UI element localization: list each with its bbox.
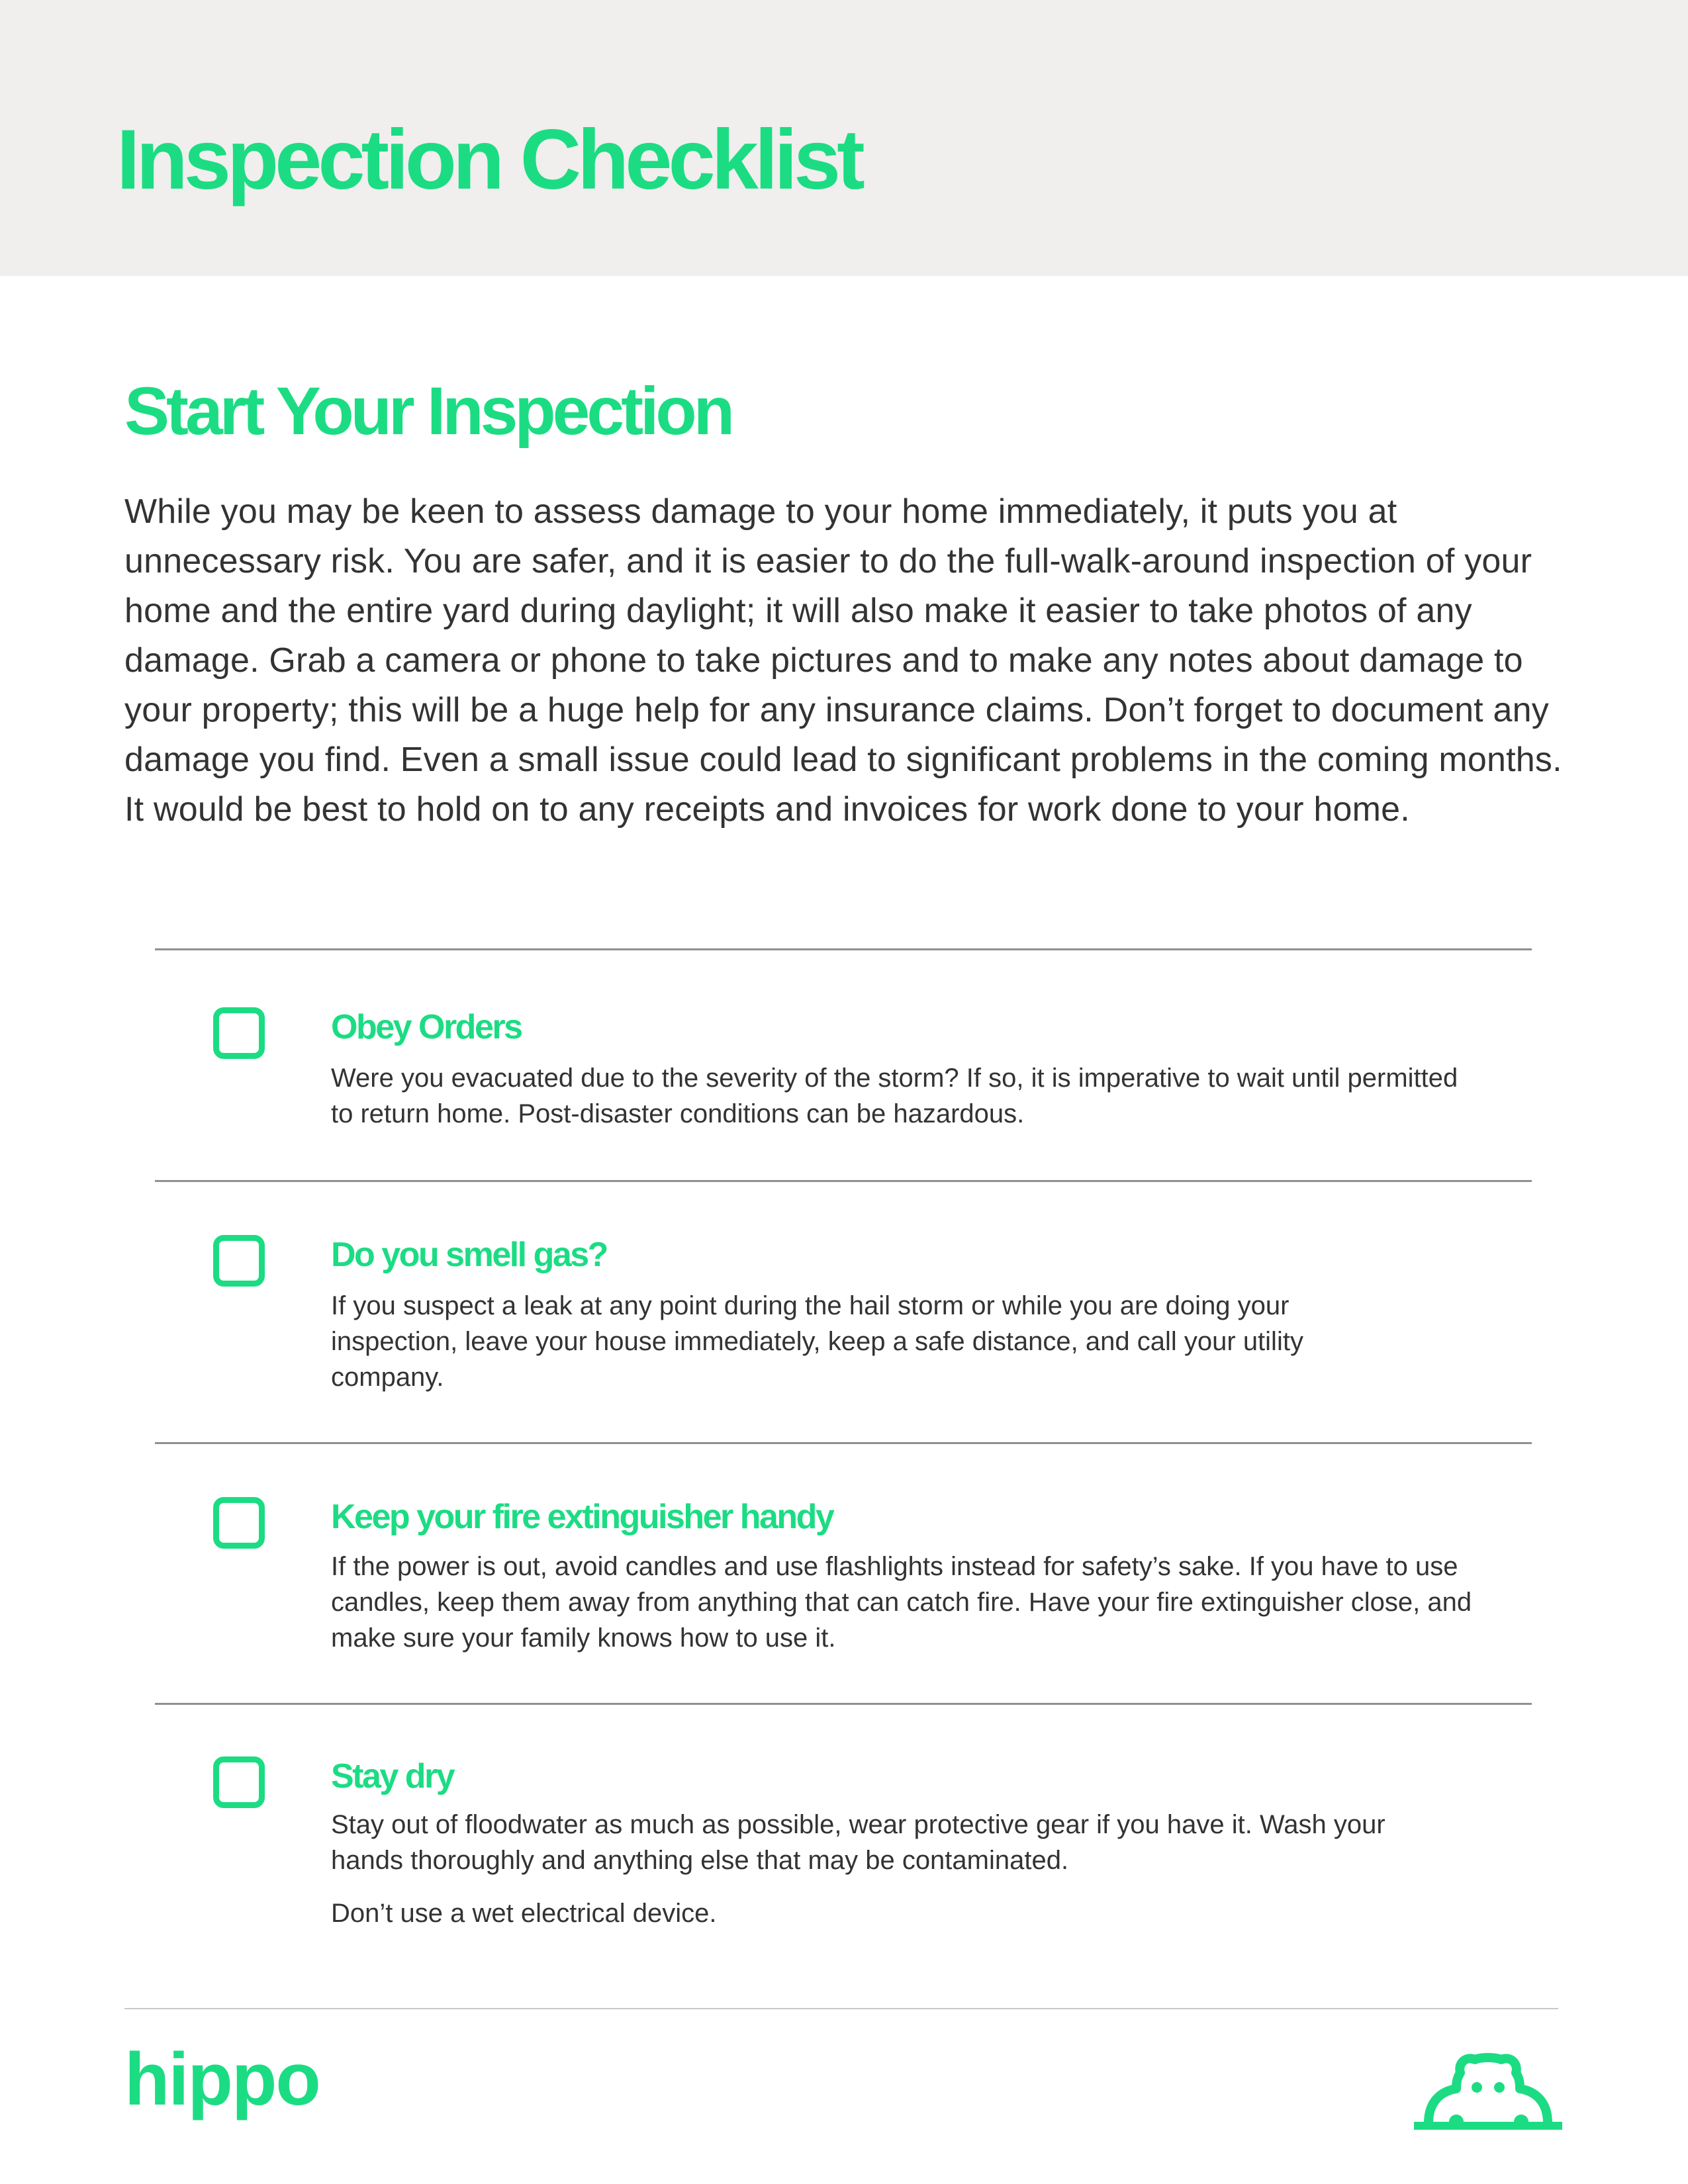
item-title: Stay dry [331, 1757, 454, 1796]
divider [155, 1442, 1532, 1444]
item-paragraph: Don’t use a wet electrical device. [331, 1899, 717, 1928]
checkbox[interactable] [213, 1497, 265, 1549]
item-paragraph: Were you evacuated due to the severity of the storm? If so, it is imperative to wait until permitted to return home. Post-disaster conditions can be hazardous. [331, 1064, 1458, 1128]
item-title: Obey Orders [331, 1008, 522, 1046]
header-band [0, 0, 1688, 276]
checkbox[interactable] [213, 1007, 265, 1059]
divider [155, 1180, 1532, 1182]
item-description [331, 1060, 1470, 1132]
hippo-mascot-icon [1414, 2050, 1562, 2132]
item-title: Do you smell gas? [331, 1236, 607, 1274]
divider [155, 1703, 1532, 1705]
divider [155, 948, 1532, 950]
item-description [331, 1549, 1489, 1656]
hippo-wordmark-logo: hippo [124, 2038, 320, 2120]
document-title: Inspection Checklist [117, 113, 861, 207]
item-paragraph: Stay out of floodwater as much as possible, wear protective gear if you have it. Wash your hands thoroughly and anything else that may be contaminated. [331, 1810, 1385, 1875]
intro-paragraph: While you may be keen to assess damage to your home immediately, it puts you at unnecessary risk. You are safer, and it is easier to do the full-walk-around inspection of your home and the entire yard during daylight; it will also make it easier to take photos of any damage. Grab a camera or phone to take pictures and to make any notes about damage to your property; this will be a huge help for any insurance claims. Don’t forget to document any damage you find. Even a small issue could lead to significant problems in the coming months. It would be best to hold on to any receipts and invoices for work done to your home. [124, 492, 1562, 829]
item-title: Keep your fire extinguisher handy [331, 1498, 833, 1536]
checkbox[interactable] [213, 1235, 265, 1287]
section-title: Start Your Inspection [124, 373, 732, 449]
item-description [331, 1288, 1337, 1395]
item-paragraph: If the power is out, avoid candles and use flashlights instead for safety’s sake. If you have to use candles, keep them away from anything that can catch fire. Have your fire extinguisher close, and make sure your family knows how to use it. [331, 1552, 1472, 1653]
checkbox[interactable] [213, 1756, 265, 1808]
item-paragraph: If you suspect a leak at any point during the hail storm or while you are doing your inspection, leave your house immediately, keep a safe distance, and call your utility company. [331, 1291, 1303, 1392]
footer-divider [124, 2008, 1558, 2009]
item-description [331, 1807, 1456, 1931]
